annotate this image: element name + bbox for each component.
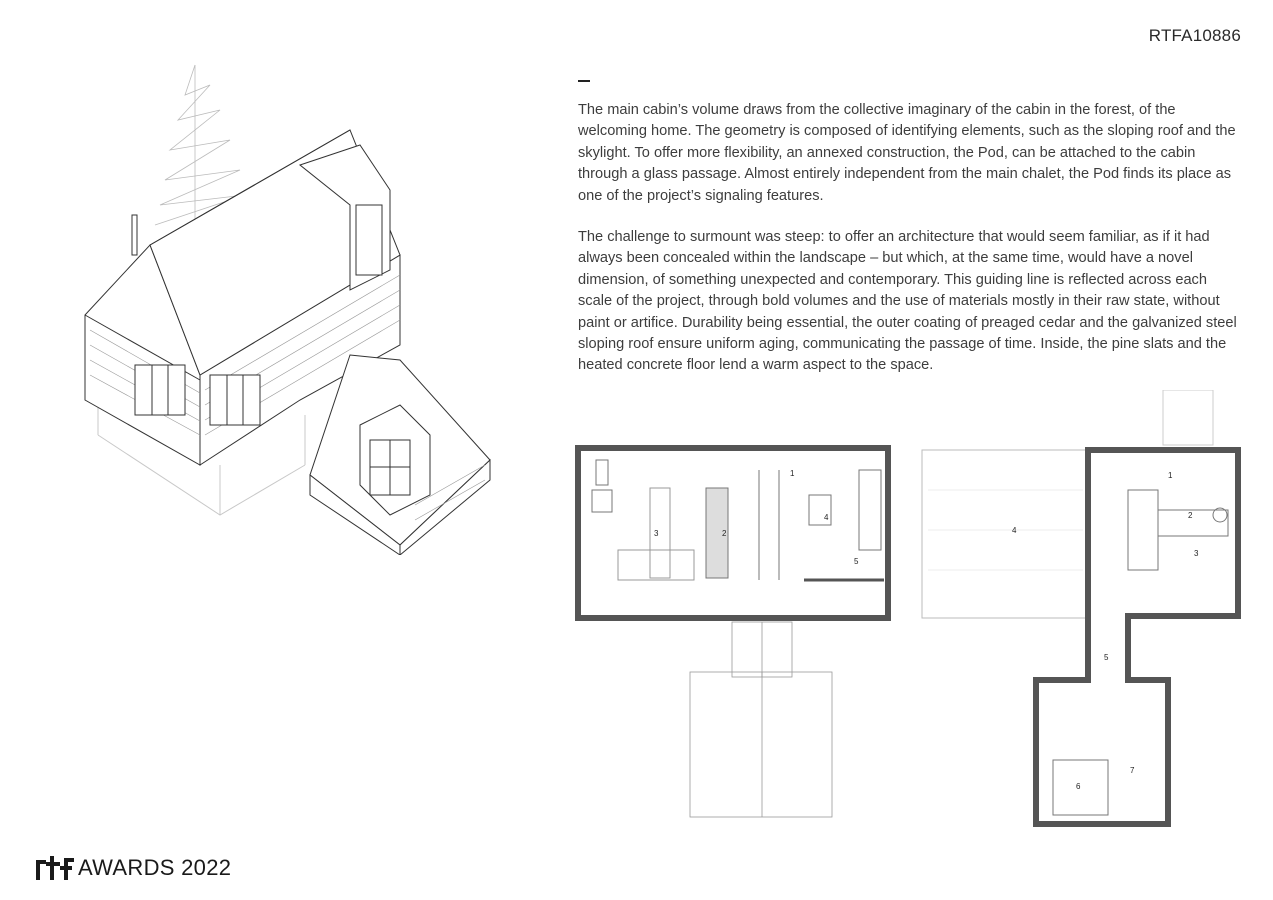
room-label: 2: [722, 529, 727, 538]
room-label: 4: [824, 513, 829, 522]
axonometric-drawing: [70, 55, 510, 555]
room-label: 1: [1168, 471, 1173, 480]
main-cabin-plan: [574, 440, 896, 820]
description: [578, 100, 1243, 397]
pod-plan: [918, 390, 1273, 840]
room-label: 3: [654, 529, 659, 538]
awards-label: AWARDS 2022: [78, 855, 232, 880]
room-label: 4: [1012, 526, 1017, 535]
room-label: 1: [790, 469, 795, 478]
room-label: 7: [1130, 766, 1135, 775]
room-label: 5: [1104, 653, 1109, 662]
project-code: RTFA10886: [1148, 26, 1241, 45]
paragraph-1: The main cabin’s volume draws from the collective imaginary of the cabin in the forest, of the welcoming home. The geometry is composed of identifying elements, such as the sloping roof and the skylight. To offer more flexibility, an annexed construction, the Pod, can be attached to the cabin through a glass passage. Almost entirely independent from the main chalet, the Pod finds its place as one of the project’s signaling features.: [578, 102, 1236, 204]
room-label: 5: [854, 557, 859, 566]
room-label: 2: [1188, 511, 1193, 520]
room-label: 3: [1194, 549, 1199, 558]
pod: [310, 355, 490, 555]
footer-brand: [34, 852, 231, 884]
rtf-logo-icon: [34, 852, 76, 884]
room-label: 6: [1076, 782, 1081, 791]
paragraph-2: The challenge to surmount was steep: to offer an architecture that would seem familiar, as if it had always been concealed within the landscape – but which, at the same time, would have a novel dimension, of something unexpected and contemporary. This guiding line is reflected across each scale of the project, through bold volumes and the use of materials mostly in their raw state, without paint or artifice. Durability being essential, the outer coating of preaged cedar and the galvanized steel sloping roof ensure uniform aging, communicating the passage of time. Inside, the pine slats and the heated concrete floor lend a warm aspect to the space.: [578, 229, 1237, 374]
section-dash: [578, 80, 590, 82]
